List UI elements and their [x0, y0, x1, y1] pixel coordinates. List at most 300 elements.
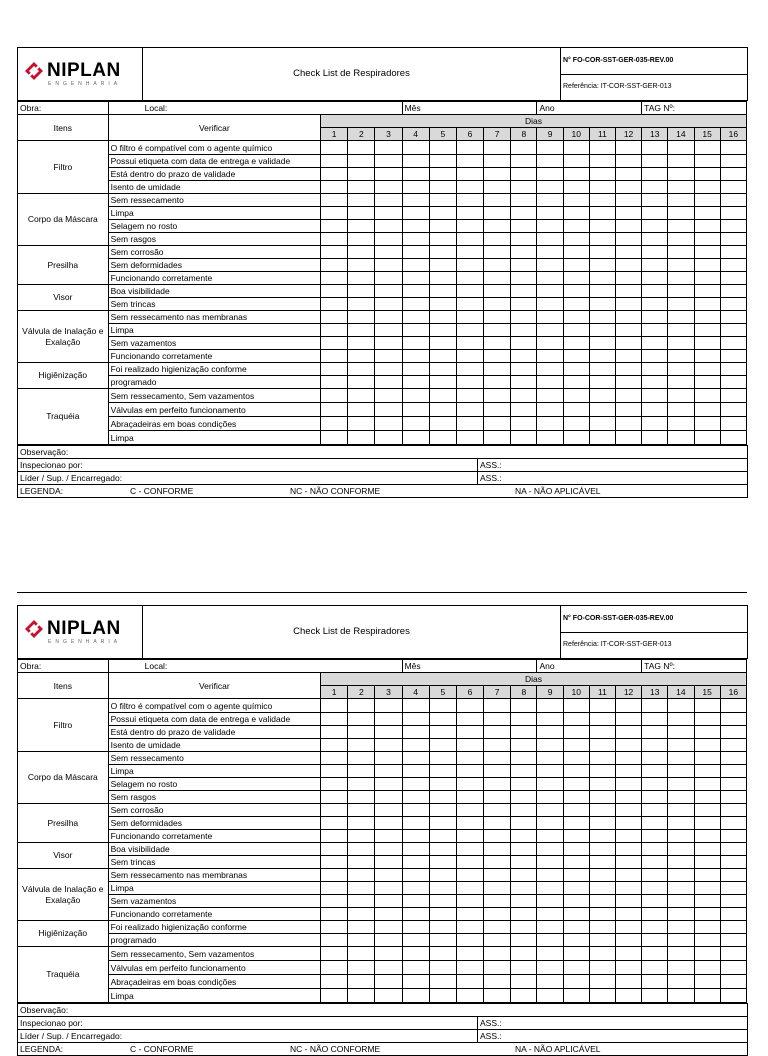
day-cell[interactable] — [694, 726, 720, 739]
day-cell[interactable] — [720, 908, 746, 921]
day-cell[interactable] — [402, 376, 429, 389]
day-cell[interactable] — [321, 817, 348, 830]
day-cell[interactable] — [615, 908, 641, 921]
day-cell[interactable] — [563, 739, 589, 752]
day-cell[interactable] — [429, 220, 456, 233]
day-cell[interactable] — [511, 791, 537, 804]
day-cell[interactable] — [402, 804, 429, 817]
day-cell[interactable] — [589, 843, 615, 856]
day-cell[interactable] — [720, 947, 746, 961]
day-cell[interactable] — [589, 791, 615, 804]
day-cell[interactable] — [563, 431, 589, 445]
day-cell[interactable] — [642, 363, 668, 376]
day-cell[interactable] — [589, 726, 615, 739]
day-cell[interactable] — [615, 895, 641, 908]
day-cell[interactable] — [694, 220, 720, 233]
day-cell[interactable] — [511, 817, 537, 830]
day-cell[interactable] — [321, 350, 348, 363]
day-cell[interactable] — [402, 141, 429, 155]
day-cell[interactable] — [642, 272, 668, 285]
day-cell[interactable] — [668, 752, 694, 765]
day-cell[interactable] — [375, 363, 402, 376]
day-cell[interactable] — [511, 181, 537, 194]
day-cell[interactable] — [511, 324, 537, 337]
day-cell[interactable] — [484, 376, 511, 389]
day-cell[interactable] — [642, 961, 668, 975]
day-cell[interactable] — [348, 324, 375, 337]
day-cell[interactable] — [511, 778, 537, 791]
day-cell[interactable] — [668, 389, 694, 403]
day-cell[interactable] — [511, 934, 537, 947]
day-cell[interactable] — [668, 804, 694, 817]
day-cell[interactable] — [563, 975, 589, 989]
day-cell[interactable] — [484, 337, 511, 350]
day-cell[interactable] — [429, 726, 456, 739]
day-cell[interactable] — [429, 869, 456, 882]
day-cell[interactable] — [668, 194, 694, 207]
day-cell[interactable] — [321, 259, 348, 272]
day-cell[interactable] — [429, 298, 456, 311]
day-cell[interactable] — [375, 765, 402, 778]
day-cell[interactable] — [589, 869, 615, 882]
day-cell[interactable] — [456, 403, 483, 417]
day-cell[interactable] — [375, 947, 402, 961]
day-cell[interactable] — [321, 791, 348, 804]
day-cell[interactable] — [720, 311, 746, 324]
day-cell[interactable] — [321, 207, 348, 220]
day-cell[interactable] — [402, 699, 429, 713]
day-cell[interactable] — [694, 817, 720, 830]
day-cell[interactable] — [668, 765, 694, 778]
day-cell[interactable] — [429, 259, 456, 272]
day-cell[interactable] — [456, 778, 483, 791]
day-cell[interactable] — [694, 739, 720, 752]
day-cell[interactable] — [720, 181, 746, 194]
day-cell[interactable] — [348, 817, 375, 830]
day-cell[interactable] — [694, 895, 720, 908]
day-cell[interactable] — [720, 713, 746, 726]
inspecionado-field[interactable]: Inspecionao por: — [18, 1017, 478, 1030]
day-cell[interactable] — [511, 961, 537, 975]
day-cell[interactable] — [348, 141, 375, 155]
day-cell[interactable] — [321, 194, 348, 207]
day-cell[interactable] — [563, 947, 589, 961]
day-cell[interactable] — [348, 417, 375, 431]
day-cell[interactable] — [511, 233, 537, 246]
obra-field[interactable]: Obra: — [18, 660, 109, 673]
day-cell[interactable] — [511, 417, 537, 431]
day-cell[interactable] — [668, 882, 694, 895]
day-cell[interactable] — [589, 739, 615, 752]
day-cell[interactable] — [348, 882, 375, 895]
day-cell[interactable] — [537, 350, 563, 363]
day-cell[interactable] — [694, 431, 720, 445]
day-cell[interactable] — [642, 194, 668, 207]
day-cell[interactable] — [321, 975, 348, 989]
day-cell[interactable] — [429, 804, 456, 817]
day-cell[interactable] — [429, 817, 456, 830]
day-cell[interactable] — [321, 181, 348, 194]
day-cell[interactable] — [694, 363, 720, 376]
day-cell[interactable] — [456, 843, 483, 856]
day-cell[interactable] — [615, 726, 641, 739]
day-cell[interactable] — [321, 778, 348, 791]
day-cell[interactable] — [694, 246, 720, 259]
day-cell[interactable] — [694, 376, 720, 389]
day-cell[interactable] — [694, 908, 720, 921]
day-cell[interactable] — [348, 155, 375, 168]
day-cell[interactable] — [720, 233, 746, 246]
day-cell[interactable] — [456, 181, 483, 194]
day-cell[interactable] — [589, 752, 615, 765]
day-cell[interactable] — [348, 726, 375, 739]
day-cell[interactable] — [589, 895, 615, 908]
day-cell[interactable] — [720, 272, 746, 285]
day-cell[interactable] — [589, 882, 615, 895]
day-cell[interactable] — [321, 843, 348, 856]
day-cell[interactable] — [694, 285, 720, 298]
day-cell[interactable] — [375, 843, 402, 856]
tag-field[interactable]: TAG Nº: — [642, 660, 747, 673]
day-cell[interactable] — [456, 908, 483, 921]
day-cell[interactable] — [375, 975, 402, 989]
day-cell[interactable] — [642, 246, 668, 259]
day-cell[interactable] — [720, 389, 746, 403]
day-cell[interactable] — [511, 207, 537, 220]
day-cell[interactable] — [615, 699, 641, 713]
day-cell[interactable] — [456, 699, 483, 713]
day-cell[interactable] — [668, 350, 694, 363]
day-cell[interactable] — [484, 350, 511, 363]
day-cell[interactable] — [615, 233, 641, 246]
day-cell[interactable] — [321, 921, 348, 934]
day-cell[interactable] — [589, 141, 615, 155]
day-cell[interactable] — [720, 699, 746, 713]
day-cell[interactable] — [694, 961, 720, 975]
day-cell[interactable] — [642, 713, 668, 726]
day-cell[interactable] — [348, 207, 375, 220]
mes-field[interactable]: Mês — [402, 102, 537, 115]
day-cell[interactable] — [668, 431, 694, 445]
day-cell[interactable] — [668, 699, 694, 713]
day-cell[interactable] — [642, 791, 668, 804]
day-cell[interactable] — [456, 882, 483, 895]
day-cell[interactable] — [375, 895, 402, 908]
day-cell[interactable] — [668, 869, 694, 882]
day-cell[interactable] — [375, 233, 402, 246]
day-cell[interactable] — [720, 194, 746, 207]
day-cell[interactable] — [511, 311, 537, 324]
day-cell[interactable] — [537, 765, 563, 778]
day-cell[interactable] — [456, 194, 483, 207]
day-cell[interactable] — [429, 324, 456, 337]
day-cell[interactable] — [484, 739, 511, 752]
day-cell[interactable] — [720, 975, 746, 989]
day-cell[interactable] — [668, 220, 694, 233]
lider-field[interactable]: Líder / Sup. / Encarregado: — [18, 1030, 478, 1043]
day-cell[interactable] — [720, 961, 746, 975]
day-cell[interactable] — [429, 246, 456, 259]
day-cell[interactable] — [694, 311, 720, 324]
day-cell[interactable] — [563, 934, 589, 947]
day-cell[interactable] — [375, 389, 402, 403]
day-cell[interactable] — [563, 337, 589, 350]
day-cell[interactable] — [563, 272, 589, 285]
day-cell[interactable] — [321, 752, 348, 765]
day-cell[interactable] — [537, 947, 563, 961]
day-cell[interactable] — [642, 431, 668, 445]
day-cell[interactable] — [668, 817, 694, 830]
day-cell[interactable] — [615, 739, 641, 752]
day-cell[interactable] — [456, 168, 483, 181]
day-cell[interactable] — [511, 765, 537, 778]
day-cell[interactable] — [537, 376, 563, 389]
day-cell[interactable] — [563, 778, 589, 791]
day-cell[interactable] — [720, 285, 746, 298]
day-cell[interactable] — [429, 778, 456, 791]
day-cell[interactable] — [668, 726, 694, 739]
day-cell[interactable] — [484, 856, 511, 869]
day-cell[interactable] — [402, 259, 429, 272]
day-cell[interactable] — [348, 895, 375, 908]
day-cell[interactable] — [321, 376, 348, 389]
day-cell[interactable] — [642, 181, 668, 194]
day-cell[interactable] — [375, 376, 402, 389]
day-cell[interactable] — [694, 830, 720, 843]
day-cell[interactable] — [375, 403, 402, 417]
day-cell[interactable] — [484, 908, 511, 921]
day-cell[interactable] — [694, 989, 720, 1003]
day-cell[interactable] — [511, 350, 537, 363]
day-cell[interactable] — [720, 403, 746, 417]
day-cell[interactable] — [615, 337, 641, 350]
day-cell[interactable] — [642, 285, 668, 298]
day-cell[interactable] — [348, 856, 375, 869]
day-cell[interactable] — [694, 752, 720, 765]
day-cell[interactable] — [456, 389, 483, 403]
day-cell[interactable] — [348, 350, 375, 363]
day-cell[interactable] — [537, 337, 563, 350]
day-cell[interactable] — [348, 403, 375, 417]
day-cell[interactable] — [375, 739, 402, 752]
day-cell[interactable] — [484, 817, 511, 830]
day-cell[interactable] — [429, 934, 456, 947]
day-cell[interactable] — [348, 272, 375, 285]
day-cell[interactable] — [484, 791, 511, 804]
day-cell[interactable] — [563, 363, 589, 376]
day-cell[interactable] — [563, 311, 589, 324]
day-cell[interactable] — [537, 778, 563, 791]
day-cell[interactable] — [375, 934, 402, 947]
day-cell[interactable] — [348, 259, 375, 272]
day-cell[interactable] — [720, 431, 746, 445]
day-cell[interactable] — [720, 921, 746, 934]
day-cell[interactable] — [720, 350, 746, 363]
day-cell[interactable] — [615, 791, 641, 804]
day-cell[interactable] — [511, 843, 537, 856]
day-cell[interactable] — [321, 713, 348, 726]
day-cell[interactable] — [615, 713, 641, 726]
day-cell[interactable] — [589, 403, 615, 417]
day-cell[interactable] — [375, 350, 402, 363]
day-cell[interactable] — [537, 141, 563, 155]
day-cell[interactable] — [402, 882, 429, 895]
day-cell[interactable] — [402, 417, 429, 431]
day-cell[interactable] — [321, 337, 348, 350]
day-cell[interactable] — [484, 947, 511, 961]
day-cell[interactable] — [642, 869, 668, 882]
day-cell[interactable] — [668, 908, 694, 921]
day-cell[interactable] — [456, 285, 483, 298]
day-cell[interactable] — [642, 843, 668, 856]
day-cell[interactable] — [589, 699, 615, 713]
day-cell[interactable] — [375, 168, 402, 181]
day-cell[interactable] — [668, 155, 694, 168]
day-cell[interactable] — [720, 765, 746, 778]
day-cell[interactable] — [429, 350, 456, 363]
day-cell[interactable] — [484, 895, 511, 908]
day-cell[interactable] — [537, 194, 563, 207]
day-cell[interactable] — [348, 765, 375, 778]
day-cell[interactable] — [375, 869, 402, 882]
day-cell[interactable] — [375, 194, 402, 207]
day-cell[interactable] — [589, 417, 615, 431]
day-cell[interactable] — [429, 285, 456, 298]
day-cell[interactable] — [456, 311, 483, 324]
day-cell[interactable] — [456, 155, 483, 168]
day-cell[interactable] — [694, 765, 720, 778]
day-cell[interactable] — [321, 856, 348, 869]
day-cell[interactable] — [642, 975, 668, 989]
day-cell[interactable] — [429, 895, 456, 908]
day-cell[interactable] — [563, 699, 589, 713]
day-cell[interactable] — [694, 791, 720, 804]
day-cell[interactable] — [694, 298, 720, 311]
day-cell[interactable] — [694, 869, 720, 882]
day-cell[interactable] — [589, 908, 615, 921]
day-cell[interactable] — [694, 947, 720, 961]
day-cell[interactable] — [456, 765, 483, 778]
day-cell[interactable] — [642, 830, 668, 843]
day-cell[interactable] — [694, 324, 720, 337]
day-cell[interactable] — [348, 389, 375, 403]
mes-field[interactable]: Mês — [402, 660, 537, 673]
day-cell[interactable] — [511, 856, 537, 869]
ass-field[interactable]: ASS.: — [478, 1030, 748, 1043]
day-cell[interactable] — [642, 389, 668, 403]
day-cell[interactable] — [511, 194, 537, 207]
day-cell[interactable] — [563, 298, 589, 311]
day-cell[interactable] — [563, 350, 589, 363]
day-cell[interactable] — [589, 778, 615, 791]
day-cell[interactable] — [563, 207, 589, 220]
day-cell[interactable] — [348, 961, 375, 975]
day-cell[interactable] — [537, 181, 563, 194]
ass-field[interactable]: ASS.: — [478, 459, 748, 472]
day-cell[interactable] — [563, 324, 589, 337]
day-cell[interactable] — [563, 961, 589, 975]
day-cell[interactable] — [589, 181, 615, 194]
day-cell[interactable] — [321, 739, 348, 752]
day-cell[interactable] — [668, 895, 694, 908]
day-cell[interactable] — [694, 389, 720, 403]
day-cell[interactable] — [511, 908, 537, 921]
day-cell[interactable] — [720, 246, 746, 259]
day-cell[interactable] — [402, 207, 429, 220]
day-cell[interactable] — [720, 168, 746, 181]
day-cell[interactable] — [402, 830, 429, 843]
day-cell[interactable] — [694, 168, 720, 181]
day-cell[interactable] — [642, 752, 668, 765]
day-cell[interactable] — [537, 207, 563, 220]
day-cell[interactable] — [402, 856, 429, 869]
day-cell[interactable] — [537, 246, 563, 259]
day-cell[interactable] — [642, 350, 668, 363]
day-cell[interactable] — [668, 272, 694, 285]
day-cell[interactable] — [456, 272, 483, 285]
day-cell[interactable] — [615, 817, 641, 830]
day-cell[interactable] — [694, 337, 720, 350]
day-cell[interactable] — [563, 908, 589, 921]
day-cell[interactable] — [694, 350, 720, 363]
day-cell[interactable] — [563, 220, 589, 233]
day-cell[interactable] — [720, 376, 746, 389]
day-cell[interactable] — [375, 285, 402, 298]
day-cell[interactable] — [694, 975, 720, 989]
day-cell[interactable] — [720, 739, 746, 752]
day-cell[interactable] — [429, 417, 456, 431]
day-cell[interactable] — [456, 975, 483, 989]
day-cell[interactable] — [537, 363, 563, 376]
day-cell[interactable] — [456, 726, 483, 739]
day-cell[interactable] — [615, 403, 641, 417]
day-cell[interactable] — [589, 272, 615, 285]
day-cell[interactable] — [563, 843, 589, 856]
day-cell[interactable] — [484, 141, 511, 155]
day-cell[interactable] — [321, 298, 348, 311]
day-cell[interactable] — [348, 168, 375, 181]
day-cell[interactable] — [348, 713, 375, 726]
day-cell[interactable] — [484, 975, 511, 989]
day-cell[interactable] — [348, 989, 375, 1003]
day-cell[interactable] — [615, 975, 641, 989]
day-cell[interactable] — [375, 817, 402, 830]
day-cell[interactable] — [429, 376, 456, 389]
day-cell[interactable] — [348, 376, 375, 389]
day-cell[interactable] — [668, 856, 694, 869]
day-cell[interactable] — [642, 947, 668, 961]
day-cell[interactable] — [615, 431, 641, 445]
day-cell[interactable] — [484, 765, 511, 778]
day-cell[interactable] — [694, 272, 720, 285]
day-cell[interactable] — [694, 934, 720, 947]
day-cell[interactable] — [484, 431, 511, 445]
day-cell[interactable] — [537, 220, 563, 233]
day-cell[interactable] — [668, 376, 694, 389]
day-cell[interactable] — [402, 739, 429, 752]
day-cell[interactable] — [484, 181, 511, 194]
day-cell[interactable] — [615, 207, 641, 220]
day-cell[interactable] — [456, 324, 483, 337]
day-cell[interactable] — [402, 713, 429, 726]
day-cell[interactable] — [589, 363, 615, 376]
day-cell[interactable] — [615, 141, 641, 155]
day-cell[interactable] — [456, 141, 483, 155]
day-cell[interactable] — [321, 155, 348, 168]
day-cell[interactable] — [720, 869, 746, 882]
day-cell[interactable] — [402, 778, 429, 791]
day-cell[interactable] — [668, 417, 694, 431]
